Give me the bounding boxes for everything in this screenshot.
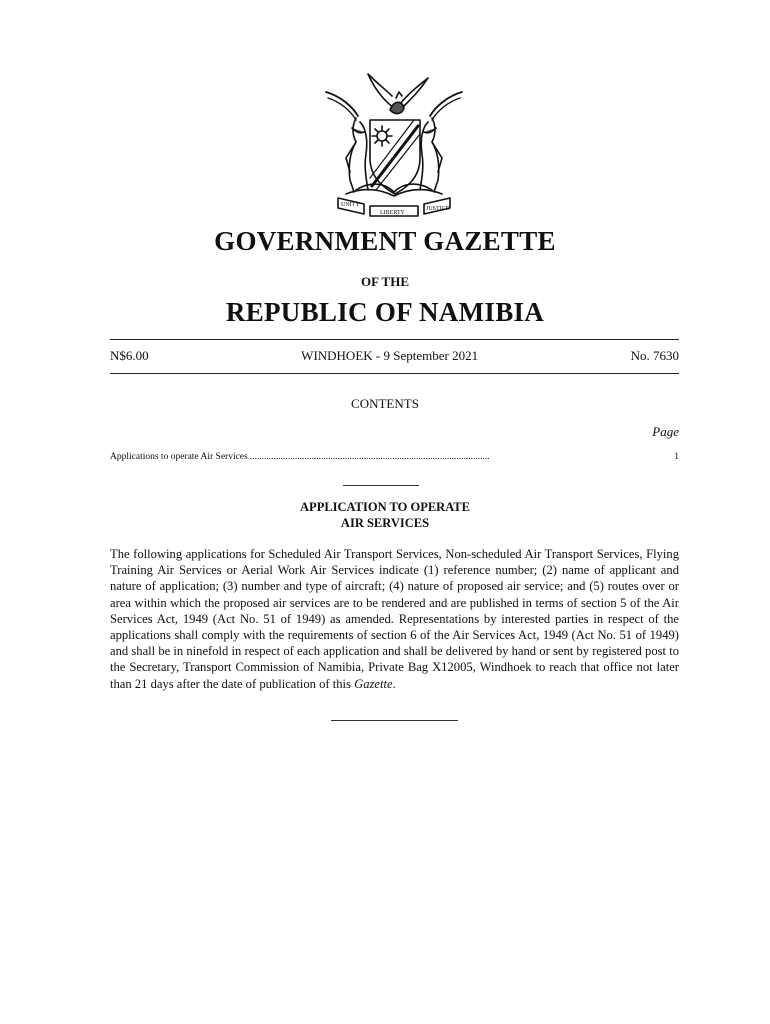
section-divider-top bbox=[343, 485, 419, 486]
motto-unity: UNITY bbox=[341, 202, 360, 208]
republic-title: REPUBLIC OF NAMIBIA bbox=[225, 297, 545, 327]
contents-page-label: Page bbox=[652, 424, 679, 439]
header-rule-top bbox=[110, 339, 679, 340]
issue-price: N$6.00 bbox=[110, 348, 149, 363]
issue-number: No. 7630 bbox=[630, 348, 679, 363]
namibia-coat-of-arms-icon bbox=[316, 62, 472, 220]
motto-liberty: LIBERTY bbox=[380, 210, 405, 216]
contents-heading: CONTENTS bbox=[351, 396, 419, 411]
gazette-title: GOVERNMENT GAZETTE bbox=[214, 226, 556, 256]
section-body-paragraph bbox=[110, 546, 679, 692]
toc-entry[interactable] bbox=[110, 452, 679, 462]
body-main-text: The following applications for Scheduled Air Transport Services, Non-scheduled Air Transport Services, Flying Training Air Services or Aerial Work Air Services indicate (1) reference number; (2) name of applicant and nature of application; (3) number and type of aircraft; (4) nature of proposed air service; and (5) routes over or area within which the proposed air services are to be rendered and are published in terms of section 5 of the Air Services Act, 1949 (Act No. 51 of 1949) as amended. Representations by interested parties in respect of the applications shall comply with the requirements of section 6 of the Air Services Act, 1949 (Act No. 51 of 1949) and shall be in ninefold in respect of each application and shall be delivered by hand or sent by registered post to the Secretary, Transport Commission of Namibia, Private Bag X12005, Windhoek to reach that office not later than 21 days after the date of publication of this bbox=[110, 547, 679, 691]
issue-meta-row bbox=[110, 348, 679, 364]
body-end-punct: . bbox=[392, 676, 396, 691]
section-divider-bottom bbox=[331, 720, 458, 721]
toc-entry-page: 1 bbox=[674, 452, 679, 462]
gazette-subtitle-of-the: OF THE bbox=[360, 274, 410, 289]
header-rule-bottom bbox=[110, 373, 679, 374]
issue-place-date: WINDHOEK - 9 September 2021 bbox=[301, 348, 479, 363]
section-title-line1: APPLICATION TO OPERATE bbox=[300, 500, 470, 514]
section-title-line2: AIR SERVICES bbox=[340, 516, 430, 530]
section-title bbox=[0, 499, 770, 531]
body-italic-gazette: Gazette bbox=[354, 676, 393, 691]
motto-justice: JUSTICE bbox=[426, 206, 450, 212]
toc-entry-label: Applications to operate Air Services bbox=[110, 452, 248, 462]
toc-leader-dots: ..................................................................................................... bbox=[249, 452, 490, 462]
